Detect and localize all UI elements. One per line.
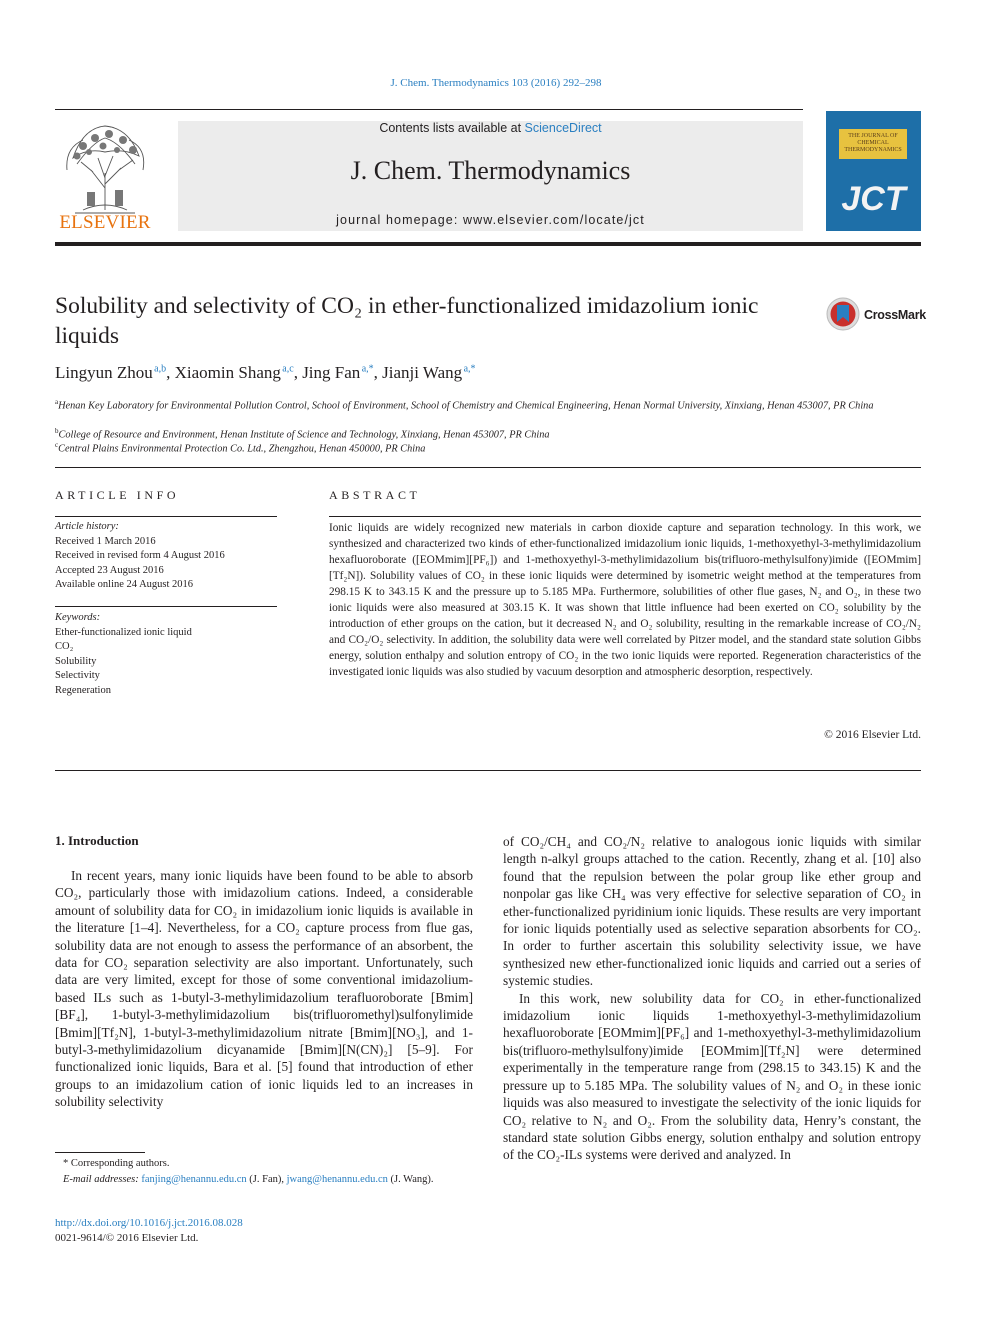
footnote-rule (55, 1152, 145, 1153)
keywords-rule (55, 606, 277, 607)
author-marks[interactable]: a,* (463, 363, 476, 375)
journal-name: J. Chem. Thermodynamics (350, 156, 631, 185)
history-item: Received in revised form 4 August 2016 (55, 550, 225, 561)
author-list: Lingyun Zhou $^{a,b}$, Xiaomin Shang $^{a,c}$, Jing Fan $^{a,*}$, Jianji Wang $^{a,*}$ (55, 363, 476, 382)
author-marks[interactable]: a,* (361, 363, 374, 375)
author-name[interactable]: Jianji Wang (382, 363, 463, 382)
cover-logo: JCT (841, 180, 906, 218)
history-item: Available online 24 August 2016 (55, 579, 194, 590)
abstract-copyright: © 2016 Elsevier Ltd. (824, 729, 921, 741)
article-info-heading: ARTICLE INFO (55, 488, 180, 502)
abstract-bottom-rule (55, 770, 921, 771)
journal-homepage[interactable]: journal homepage: www.elsevier.com/locate/jct (336, 213, 645, 227)
author-name[interactable]: Lingyun Zhou (55, 363, 153, 382)
crossmark-label[interactable]: CrossMark (864, 308, 926, 322)
footnote (55, 1156, 473, 1188)
contents-line (178, 121, 803, 135)
keyword: Selectivity (55, 670, 100, 681)
history-item: Received 1 March 2016 (55, 535, 156, 547)
email-label: E-mail addresses: (63, 1174, 139, 1185)
intro-paragraph: In this work, new solubility data for CO₂ in ether-functionalized imidazolium ionic liquids 1-methoxyethyl-3-methylimidazolium hexafluoroborate [EOMmim][PF₆] and 1-methoxyethyl-3-methylimidazolium bis(trifluoro-methylsulfony)imide [EOMmim][Tf₂N] were determined experimentally in the temperature range from (298.15 to 343.15) K and the pressure up to 5.185 MPa. The solubility values of N₂ and O₂ in these ionic liquids was also measured to investigate the selectivity of the ionic liquids for CO₂ relative to N₂ and O₂. From the solubility data, Henry’s constant, the standard state solution Gibbs energy, solution enthalpy and solution entropy of the CO₂-ILs systems were derived and analyzed. In (503, 990, 921, 1163)
section-rule (55, 467, 921, 468)
sciencedirect-link[interactable]: ScienceDirect (524, 121, 602, 135)
email-link[interactable]: fanjing@henannu.edu.cn (141, 1174, 247, 1185)
history-item: Accepted 23 August 2016 (55, 564, 164, 576)
keyword: Regeneration (55, 684, 111, 696)
keyword: CO₂ (55, 641, 74, 652)
doi-link[interactable]: http://dx.doi.org/10.1016/j.jct.2016.08.028 (55, 1217, 243, 1229)
history-label: Article history: (55, 521, 119, 532)
author-name[interactable]: Jing Fan (302, 363, 361, 382)
article-history (55, 520, 285, 593)
header-thick-rule (55, 242, 921, 246)
abstract-rule (329, 516, 921, 517)
author-marks[interactable]: a,b (154, 363, 167, 375)
keywords (55, 611, 285, 698)
abstract-text: Ionic liquids are widely recognized new materials in carbon dioxide capture and separation technology. In this work, we synthesized and characterized two kinds of ether-functionalized imidazolium ionic liquids, 1-methoxyethyl-3-methylimidazolium hexafluoroborate ([EOMmim][PF₆]) and 1-methoxyethyl-3-methylimidazolium bis(trifluoro-methylsulfony)imide ([EOMmim][Tf₂N]). Solubility values of CO₂ in these ionic liquids were determined by isometric weight method at the temperatures from 298.15 K to 343.15 K and the pressure up to 5.185 MPa. Furthermore, solubilities of other flue gases, N₂ and O₂, in these two ionic liquids were also measured at 303.15 K. It was shown that little influence had been exerted on CO₂ solubility by the introduction of ether groups on the cation, but it decreased N₂ and O₂ solubility, resulting in the remarkable increase of CO₂/N₂ and CO₂/O₂ selectivity. In addition, the solubility data were well correlated by Pitzer model, and the standard state solution Gibbs energy, solution enthalpy and solution entropy of CO₂ in the two ionic liquids were reported. Regeneration characteristics of the investigated ionic liquids was also studied by vacuum desorption and atmospheric desorption, respectively. (329, 522, 921, 678)
author-name[interactable]: Xiaomin Shang (174, 363, 281, 382)
email-link[interactable]: jwang@henannu.edu.cn (286, 1174, 388, 1185)
affiliation-c: $^c$Central Plains Environmental Protection Co. Ltd., Zhengzhou, Henan 450000, PR China (55, 441, 426, 455)
journal-citation[interactable]: J. Chem. Thermodynamics 103 (2016) 292–298 (390, 77, 602, 89)
cover-title: THE JOURNAL OF CHEMICAL THERMODYNAMICS (844, 133, 902, 153)
corresponding-note: * Corresponding authors. (63, 1158, 170, 1169)
keyword: Solubility (55, 655, 97, 667)
email-owner: (J. Wang). (390, 1174, 434, 1185)
doi-block (55, 1216, 243, 1245)
author-marks[interactable]: a,c (282, 363, 294, 375)
issn-line: 0021-9614/© 2016 Elsevier Ltd. (55, 1231, 199, 1244)
affiliation-a: $^a$Henan Key Laboratory for Environmental Pollution Control, School of Environment, School of Chemistry and Chemical Engineering, Henan Normal University, Xinxiang, Henan 453007, PR China (55, 398, 874, 412)
email-owner: (J. Fan), (249, 1174, 285, 1185)
intro-paragraph: of CO₂/CH₄ and CO₂/N₂ relative to analogous ionic liquids with similar length n-alkyl groups attached to the cation. Recently, zhang et al. [10] also found that the repulsion between the polar group like ether group and nonpolar gas like CH₄ was very effective for selective separation of CO₂ in ether-functionalized pyridinium ionic liquids. These results are very important for ionic liquids potentially used as selective separation absorbents for CO₂. In order to further ascertain this solubility selectivity issue, we have synthesized new ether-functionalized ionic liquids and carried out a series of systemic studies. (503, 834, 921, 989)
intro-right-column (503, 833, 921, 1164)
header-rule (55, 109, 803, 110)
keyword: Ether-functionalized ionic liquid (55, 626, 192, 638)
keywords-label: Keywords: (55, 612, 101, 623)
abstract-heading: ABSTRACT (329, 488, 421, 502)
crossmark-icon[interactable] (826, 297, 860, 331)
article-title: Solubility and selectivity of CO₂ in ether-functionalized imidazolium ionic liquids (55, 293, 759, 349)
affiliation-b: $^b$College of Resource and Environment, Henan Institute of Science and Technology, Xinxiang, Henan 453007, PR China (55, 427, 550, 441)
article-info-rule (55, 516, 277, 517)
contents-prefix: Contents lists available at (379, 121, 522, 135)
intro-heading: 1. Introduction (55, 833, 139, 848)
intro-left-column (55, 867, 473, 1111)
intro-paragraph: In recent years, many ionic liquids have been found to be able to absorb CO₂, particularly those with imidazolium cations. Indeed, a considerable amount of solubility data for CO₂ in imidazolium ionic liquids is available in the literature [1–4]. Nevertheless, for a CO₂ capture process from flue gas, solubility data are not enough to assess the performance of an absorbent, the data for CO₂ separation selectivity are also important. Unfortunately, such data are very limited, except for those of some conventional imidazolium-based ILs such as 1-butyl-3-methylimidazolium terafluoroborate [Bmim][BF₄], 1-butyl-3-methylimidazolium bis(trifluoromethyl)sulfonylimide [Bmim][Tf₂N], 1-butyl-3-methylimidazolium nitrate [Bmim][NO₃], and 1-butyl-3-methylimidazolium dicyanamide [Bmim][N(CN)₂] [5–9]. For functionalized ionic liquids, Bara et al. [5] found that introduction of ether groups to an imidazolium cation of ionic liquids led to an increases in solubility selectivity (55, 868, 473, 1110)
elsevier-wordmark: ELSEVIER (59, 212, 151, 233)
